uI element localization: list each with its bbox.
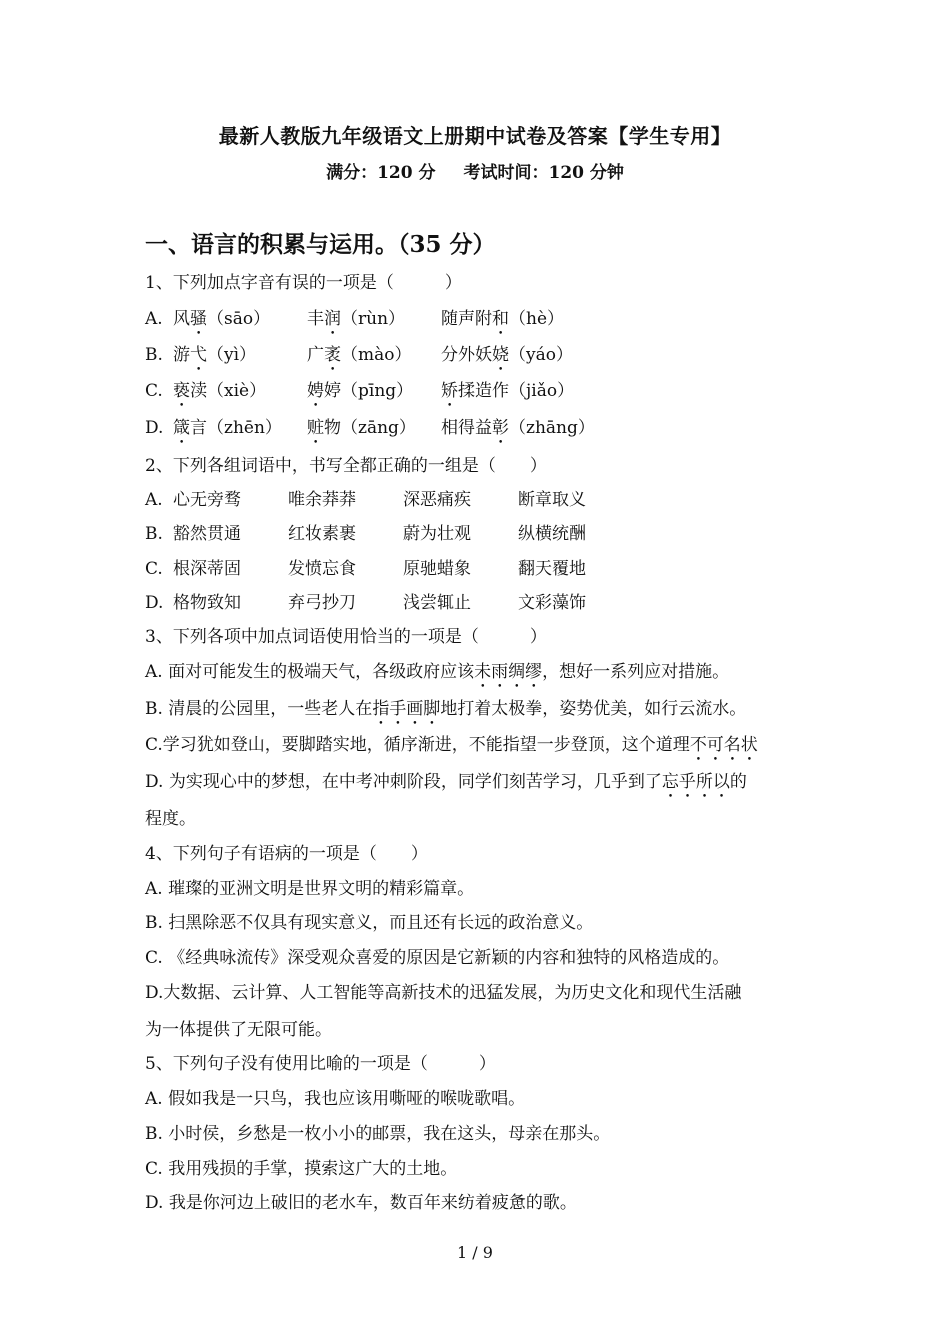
q4-option-a: A. 璀璨的亚洲文明是世界文明的精彩篇章。: [145, 879, 475, 899]
exam-subtitle: [0, 158, 950, 183]
q3-option-b: B. 清晨的公园里，一些老人在指手画脚地打着太极拳，姿势优美，如行云流水。: [145, 699, 747, 719]
question-2-stem: 2、下列各组词语中，书写全都正确的一组是（ ）: [145, 456, 547, 476]
q5-option-b: B. 小时侯，乡愁是一枚小小的邮票，我在这头，母亲在那头。: [145, 1124, 611, 1144]
q2-option-a: A. 心无旁骛 唯余莽莽 深恶痛疾 断章取义: [145, 490, 586, 510]
question-3-stem: 3、下列各项中加点词语使用恰当的一项是（ ）: [145, 627, 547, 647]
section-heading: 一、语言的积累与运用。（35 分）: [145, 231, 496, 258]
question-4-stem: 4、下列句子有语病的一项是（ ）: [145, 844, 428, 864]
q2-option-b: B. 豁然贯通 红妆素裹 蔚为壮观 纵横统酬: [145, 524, 586, 544]
q1-option-a: A. 风骚（sāo） 丰润（rùn） 随声附和（hè）: [145, 309, 565, 329]
q3-option-c: C.学习犹如登山，要脚踏实地，循序渐进，不能指望一步登顶，这个道理不可名状: [145, 735, 758, 755]
page-number: 1 / 9: [457, 1243, 493, 1262]
q4-option-b: B. 扫黑除恶不仅具有现实意义，而且还有长远的政治意义。: [145, 913, 594, 933]
q4-option-d: D.大数据、云计算、人工智能等高新技术的迅猛发展，为历史文化和现代生活融: [145, 983, 742, 1003]
exam-title: 最新人教版九年级语文上册期中试卷及答案【学生专用】: [218, 124, 732, 148]
q5-option-c: C. 我用残损的手掌，摸索这广大的土地。: [145, 1159, 458, 1179]
q3-option-d-continued: 程度。: [145, 809, 196, 829]
exam-time: 考试时间：120 分钟: [463, 163, 624, 183]
q1-option-b: B. 游弋（yì） 广袤（mào） 分外妖娆（yáo）: [145, 345, 573, 365]
q1-option-c: C. 亵渎（xiè） 娉婷（pīng） 矫揉造作（jiǎo）: [145, 381, 575, 401]
q4-option-d-continued: 为一体提供了无限可能。: [145, 1020, 332, 1040]
q3-option-a: A. 面对可能发生的极端天气，各级政府应该未雨绸缪，想好一系列应对措施。: [145, 662, 730, 682]
q5-option-a: A. 假如我是一只鸟，我也应该用嘶哑的喉咙歌唱。: [145, 1089, 526, 1109]
question-1-stem: 1、下列加点字音有误的一项是（ ）: [145, 273, 462, 293]
q1-option-d: D. 箴言（zhēn） 赃物（zāng） 相得益彰（zhāng）: [145, 418, 595, 438]
question-5-stem: 5、下列句子没有使用比喻的一项是（ ）: [145, 1054, 496, 1074]
q2-option-c: C. 根深蒂固 发愤忘食 原驰蜡象 翻天覆地: [145, 559, 586, 579]
q4-option-c: C. 《经典咏流传》深受观众喜爱的原因是它新颖的内容和独特的风格造成的。: [145, 948, 730, 968]
full-score: 满分：120 分: [326, 163, 436, 183]
q3-option-d: D. 为实现心中的梦想，在中考冲刺阶段，同学们刻苦学习，几乎到了忘乎所以的: [145, 772, 747, 792]
q5-option-d: D. 我是你河边上破旧的老水车，数百年来纺着疲惫的歌。: [145, 1193, 577, 1213]
q2-option-d: D. 格物致知 弃弓抄刀 浅尝辄止 文彩藻饰: [145, 593, 586, 613]
